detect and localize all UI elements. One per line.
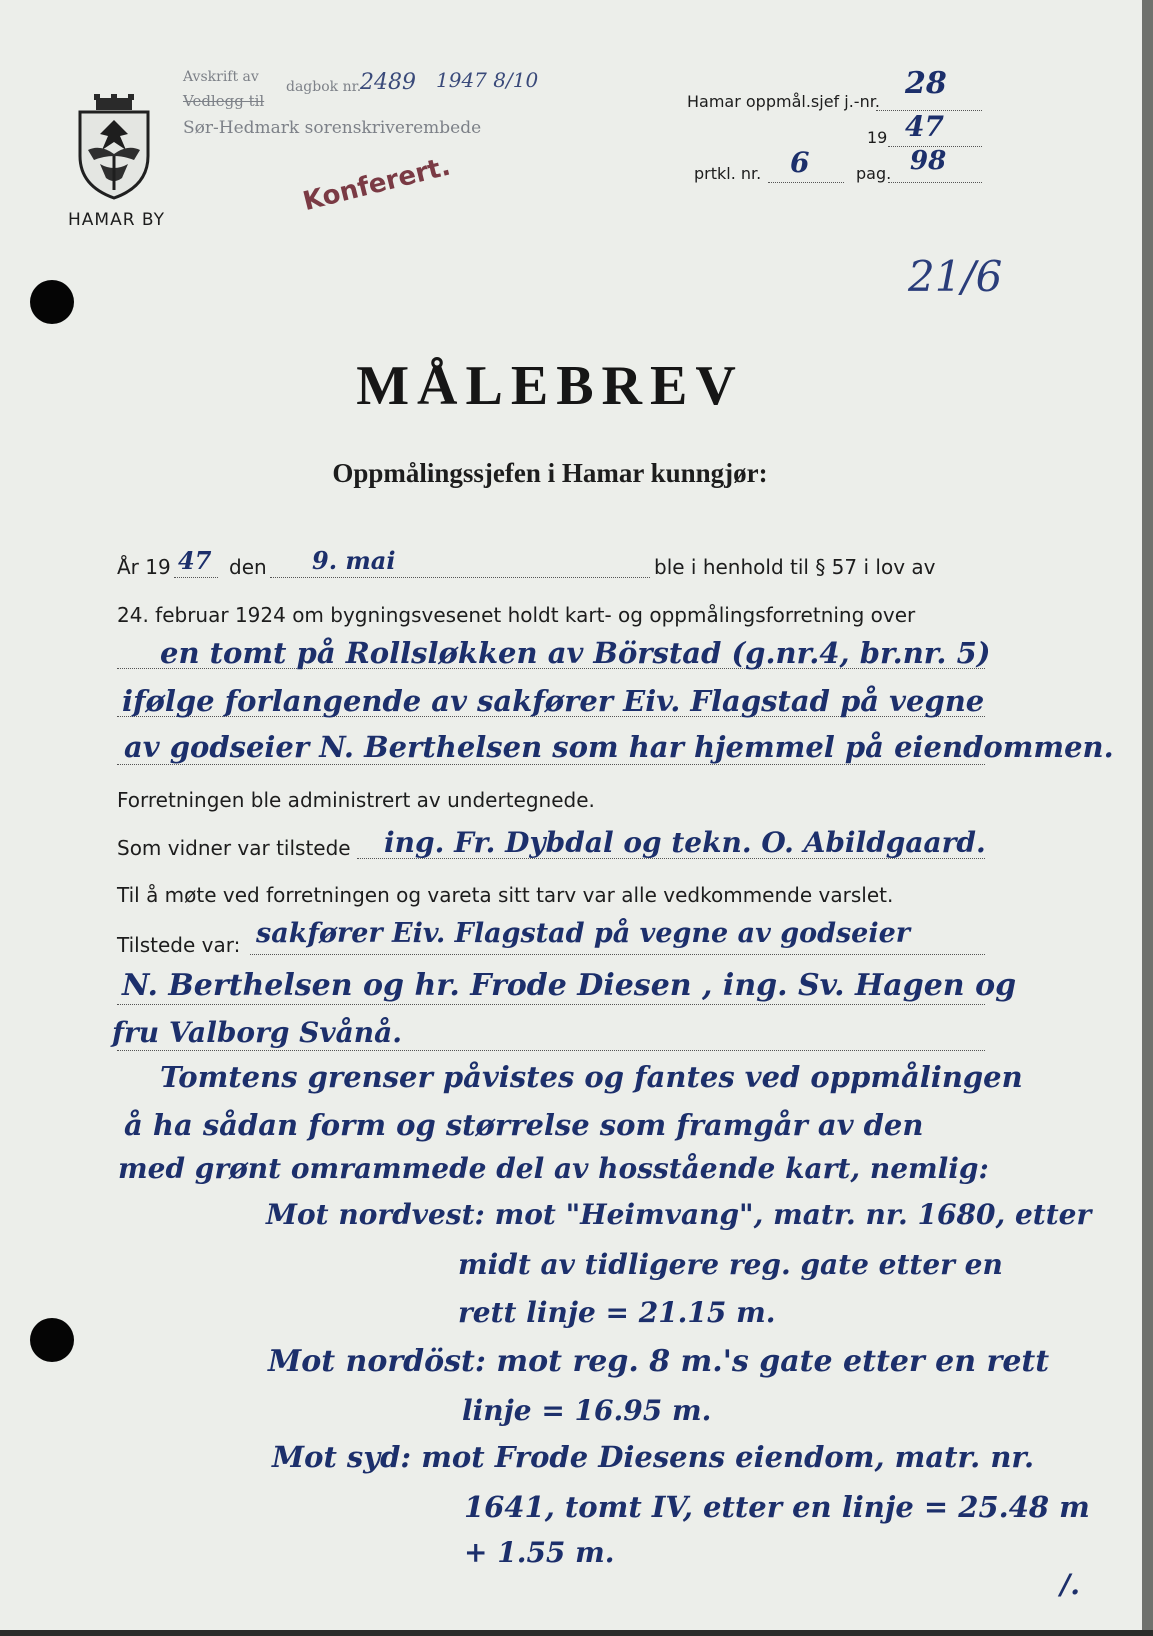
- nordvest-line1: Mot nordvest: mot "Heimvang", matr. nr. 1680, etter: [266, 1198, 1092, 1231]
- tilstede-hand1: sakfører Eiv. Flagstad på vegne av godseier: [256, 918, 911, 949]
- vidner-value: ing. Fr. Dybdal og tekn. O. Abildgaard.: [384, 826, 986, 859]
- punch-hole-top: [30, 280, 74, 324]
- year-prefix: 19: [867, 128, 888, 147]
- nordost-line1: Mot nordöst: mot reg. 8 m.'s gate etter en rett: [268, 1344, 1050, 1379]
- end-mark: /.: [1060, 1568, 1080, 1601]
- hamar-crest-icon: [74, 94, 154, 200]
- stamp-line1-label-b: dagbok nr.: [286, 79, 362, 95]
- jnr-label: Hamar oppmål.sjef j.-nr.: [687, 92, 880, 111]
- document-title: MÅLEBREV: [356, 355, 744, 417]
- hand-line1: en tomt på Rollsløkken av Börstad (g.nr.4, br.nr. 5): [160, 636, 991, 670]
- desc-line3: med grønt omrammede del av hosstående kart, nemlig:: [118, 1152, 989, 1185]
- desc-line2: å ha sådan form og størrelse som framgår av den: [124, 1108, 924, 1142]
- punch-hole-bottom: [30, 1318, 74, 1362]
- jnr-value: 28: [905, 66, 947, 101]
- administrert-text: Forretningen ble administrert av undertegnede.: [117, 788, 595, 812]
- year-value: 47: [905, 110, 944, 143]
- tilstede-hand2: N. Berthelsen og hr. Frode Diesen , ing. Sv. Hagen og: [122, 968, 1017, 1003]
- nordvest-line2: midt av tidligere reg. gate etter en: [458, 1248, 1003, 1281]
- nordost-line2: linje = 16.95 m.: [462, 1394, 712, 1427]
- prtkl-label: prtkl. nr.: [694, 164, 762, 183]
- line2: 24. februar 1924 om bygningsvesenet holdt kart- og oppmålingsforretning over: [117, 603, 916, 627]
- prtkl-value: 6: [790, 146, 810, 179]
- scan-edge-bottom: [0, 1630, 1153, 1636]
- hand-line2: ifølge forlangende av sakfører Eiv. Flagstad på vegne: [122, 684, 985, 718]
- konferert-stamp: Konferert.: [300, 151, 454, 218]
- line1-tail: ble i henhold til § 57 i lov av: [654, 555, 936, 579]
- ar-label: År 19: [117, 555, 171, 579]
- crest-caption: HAMAR BY: [68, 210, 166, 230]
- stamp-line2: Vedlegg til: [183, 92, 265, 110]
- vidner-label: Som vidner var tilstede: [117, 836, 351, 860]
- tilstede-hand3: fru Valborg Svånå.: [112, 1016, 403, 1049]
- scan-edge-right: [1142, 0, 1153, 1636]
- stamp-dagbok-date: 1947 8/10: [436, 68, 539, 92]
- desc-line1: Tomtens grenser påvistes og fantes ved oppmålingen: [160, 1060, 1023, 1094]
- syd-line3: + 1.55 m.: [464, 1536, 615, 1569]
- tilstede-label: Tilstede var:: [117, 933, 241, 957]
- hand-line3: av godseier N. Berthelsen som har hjemmel på eiendommen.: [124, 730, 1114, 764]
- document-subtitle: Oppmålingssjefen i Hamar kunngjør:: [332, 458, 768, 488]
- nordvest-line3: rett linje = 21.15 m.: [458, 1296, 776, 1329]
- den-value: 9. mai: [312, 546, 396, 575]
- stamp-line1-label: Avskrift av: [183, 69, 259, 85]
- margin-note: 21/6: [908, 252, 1003, 301]
- pag-value: 98: [910, 146, 947, 176]
- stamp-dagbok-number: 2489: [360, 70, 416, 95]
- stamp-line3: Sør-Hedmark sorenskriverembede: [183, 118, 482, 138]
- ar-value: 47: [178, 546, 212, 575]
- syd-line2: 1641, tomt IV, etter en linje = 25.48 m: [464, 1490, 1090, 1524]
- syd-line1: Mot syd: mot Frode Diesens eiendom, matr. nr.: [272, 1440, 1035, 1474]
- varslet-text: Til å møte ved forretningen og vareta sitt tarv var alle vedkommende varslet.: [117, 883, 894, 907]
- pag-label: pag.: [856, 164, 892, 183]
- den-label: den: [229, 555, 267, 579]
